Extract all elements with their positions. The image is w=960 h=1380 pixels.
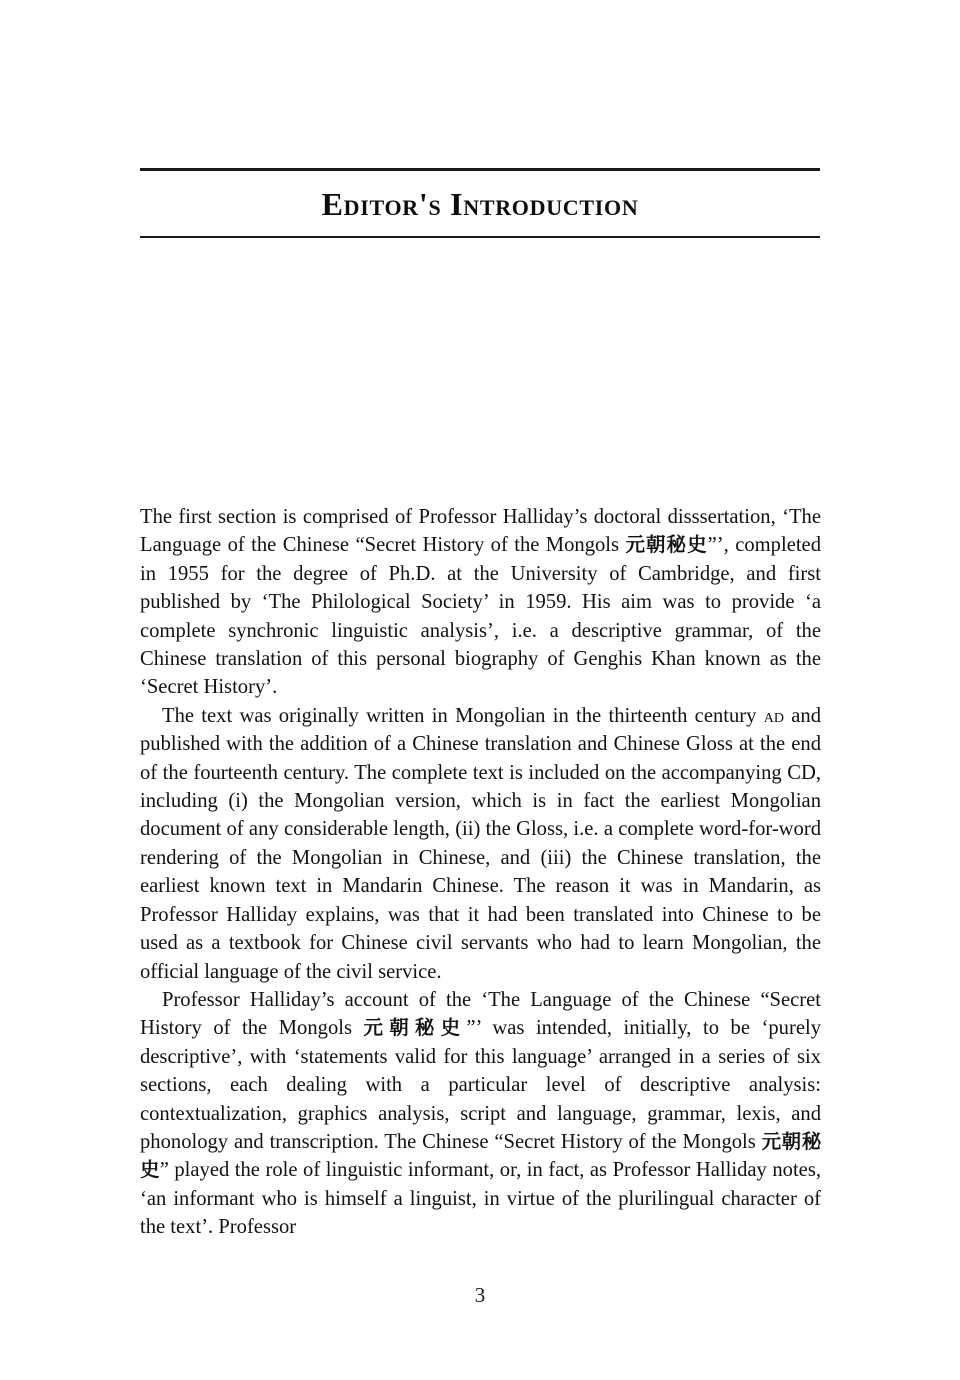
cjk-title-run: 元朝秘史 (625, 533, 708, 557)
para-2: The text was originally written in Mongolian in the thirteenth century ad and published with the addition of a Chinese translation and Chinese Gloss at the end of the fourteenth century. The complete text is included on the accompanying CD, including (i) the Mongolian version, which is in fact the earliest Mongolian document of any considerable length, (ii) the Gloss, i.e. a complete word-for-word rendering of the Mongolian in Chinese, and (iii) the Chinese translation, the earliest known text in Mandarin Chinese. The reason it was in Mandarin, as Professor Halliday explains, was that it had been translated into Chinese to be used as a textbook for Chinese civil servants who had to learn Mongolian, the official language of the civil service. (140, 704, 821, 983)
small-caps-run: ad (763, 704, 784, 727)
cjk-title-run: 元朝秘史 (363, 1016, 467, 1040)
page-number: 3 (474, 1283, 486, 1307)
heading-rule-bottom (140, 236, 820, 239)
body-text-column (140, 503, 821, 1242)
chapter-heading-block (140, 168, 820, 238)
page-title: Editor's Introduction (321, 185, 639, 222)
para-1: The first section is comprised of Professor Halliday’s doctoral disssertation, ‘The Language of the Chinese “Secret History of the Mongols 元朝秘史”’, completed in 1955 for the degree of Ph.D. at the University of Cambridge, and first published by ‘The Philological Society’ in 1959. His aim was to provide ‘a complete synchronic linguistic analysis’, i.e. a descriptive grammar, of the Chinese translation of this personal biography of Genghis Khan known as the ‘Secret History’. (140, 506, 821, 699)
para-3: Professor Halliday’s account of the ‘The Language of the Chinese “Secret History of the Mongols 元朝秘史”’ was intended, initially, to be ‘purely descriptive’, with ‘statements valid for this language’ arranged in a series of six sections, each dealing with a particular level of descriptive analysis: contextualization, graphics analysis, script and language, grammar, lexis, and phonology and transcription. The Chinese “Secret History of the Mongols 元朝秘史” played the role of linguistic informant, or, in fact, as Professor Halliday notes, ‘an informant who is himself a linguist, in virtue of the plurilingual character of the text’. Professor (140, 988, 821, 1239)
cjk-title-run: 元朝秘史 (140, 1129, 821, 1182)
